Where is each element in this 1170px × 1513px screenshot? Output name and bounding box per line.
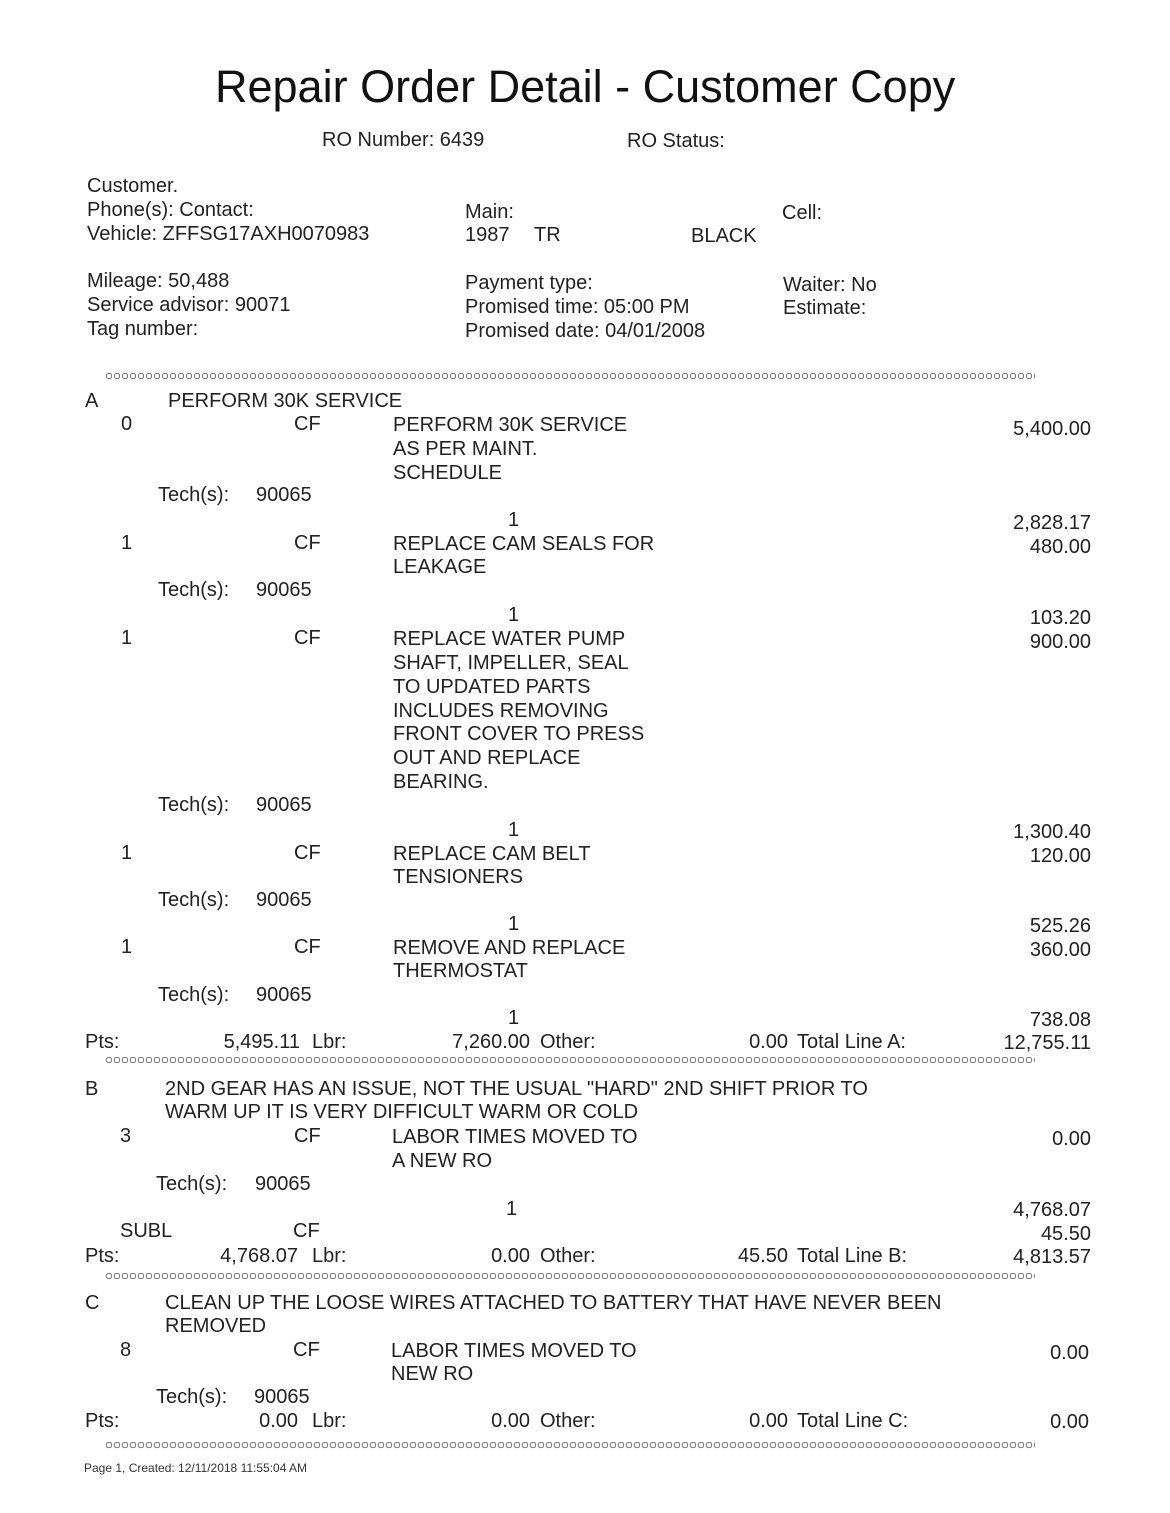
line-item-code: CF — [294, 842, 321, 864]
line-item-code: CF — [294, 627, 321, 649]
tech-number: 90065 — [255, 1173, 311, 1195]
line-b-letter: B — [85, 1078, 99, 1100]
line-item-labor: 360.00 — [1029, 939, 1091, 961]
lbr-label: Lbr: — [312, 1245, 347, 1267]
estimate-label: Estimate: — [783, 297, 867, 319]
line-item-desc: THERMOSTAT — [393, 960, 528, 982]
vehicle-model: TR — [534, 224, 561, 246]
other-total: 0.00 — [749, 1410, 788, 1432]
service-advisor: Service advisor: 90071 — [87, 294, 291, 316]
line-item-desc: TENSIONERS — [393, 866, 524, 888]
pts-label: Pts: — [85, 1410, 120, 1432]
parts-qty: 1 — [508, 509, 520, 531]
tech-number: 90065 — [256, 984, 312, 1006]
lbr-total: 0.00 — [491, 1410, 530, 1432]
tech-label: Tech(s): — [158, 484, 230, 506]
vehicle-year: 1987 — [465, 224, 510, 246]
separator-line — [105, 1272, 1035, 1280]
parts-amount: 525.26 — [1029, 915, 1091, 937]
separator-line — [105, 1056, 1035, 1064]
line-item-qty: 1 — [121, 936, 133, 958]
ro-status: RO Status: — [627, 130, 725, 152]
line-c-title: REMOVED — [165, 1315, 267, 1337]
pts-label: Pts: — [85, 1245, 120, 1267]
vehicle-color: BLACK — [691, 225, 757, 247]
mileage: Mileage: 50,488 — [87, 270, 230, 292]
tech-number: 90065 — [256, 484, 312, 506]
page-title: Repair Order Detail - Customer Copy — [215, 61, 956, 112]
ro-number: RO Number: 6439 — [322, 129, 485, 151]
sublet-label: SUBL — [120, 1220, 173, 1242]
line-item-labor: 120.00 — [1029, 845, 1091, 867]
line-item-desc: LEAKAGE — [393, 556, 487, 578]
line-item-code: CF — [294, 936, 321, 958]
tech-label: Tech(s): — [158, 889, 230, 911]
line-item-desc: OUT AND REPLACE — [393, 747, 581, 769]
total-line-label: Total Line A: — [797, 1031, 906, 1053]
sublet-code: CF — [293, 1220, 320, 1242]
vehicle-vin: Vehicle: ZFFSG17AXH0070983 — [87, 223, 370, 245]
customer-label: Customer. — [87, 175, 179, 197]
tech-label: Tech(s): — [158, 579, 230, 601]
tech-number: 90065 — [256, 579, 312, 601]
line-item-desc: NEW RO — [391, 1363, 474, 1385]
line-item-desc: PERFORM 30K SERVICE — [393, 414, 628, 436]
parts-amount: 1,300.40 — [1013, 821, 1091, 843]
pts-total: 4,768.07 — [220, 1245, 298, 1267]
total-line-amount: 12,755.11 — [1003, 1032, 1091, 1054]
total-line-label: Total Line B: — [797, 1245, 908, 1267]
line-item-labor: 900.00 — [1029, 631, 1091, 653]
line-item-qty: 3 — [120, 1125, 132, 1147]
line-b-title: 2ND GEAR HAS AN ISSUE, NOT THE USUAL "HARD" 2ND SHIFT PRIOR TO — [165, 1078, 868, 1100]
line-a-title: PERFORM 30K SERVICE — [168, 390, 403, 412]
parts-qty: 1 — [508, 819, 520, 841]
line-a-letter: A — [85, 390, 99, 412]
line-item-desc: REPLACE WATER PUMP — [393, 628, 626, 650]
line-item-labor: 480.00 — [1029, 536, 1091, 558]
waiter-status: Waiter: No — [783, 274, 877, 296]
total-line-label: Total Line C: — [797, 1410, 909, 1432]
other-label: Other: — [540, 1245, 596, 1267]
separator-line — [105, 372, 1035, 380]
promised-time: Promised time: 05:00 PM — [465, 296, 690, 318]
line-item-code: CF — [294, 1125, 321, 1147]
line-item-desc: BEARING. — [393, 771, 489, 793]
lbr-total: 0.00 — [491, 1245, 530, 1267]
tech-label: Tech(s): — [158, 984, 230, 1006]
line-item-desc: LABOR TIMES MOVED TO — [391, 1340, 637, 1362]
phones-contact-label: Phone(s): Contact: — [87, 199, 254, 221]
parts-amount: 2,828.17 — [1013, 512, 1091, 534]
line-item-desc: FRONT COVER TO PRESS — [393, 723, 645, 745]
parts-qty: 1 — [508, 604, 520, 626]
line-item-qty: 1 — [121, 627, 133, 649]
separator-line — [105, 1441, 1035, 1449]
other-total: 45.50 — [737, 1245, 788, 1267]
cell-phone-label: Cell: — [782, 202, 823, 224]
total-line-amount: 4,813.57 — [1013, 1246, 1091, 1268]
tech-number: 90065 — [254, 1386, 310, 1408]
line-item-labor: 0.00 — [1050, 1342, 1089, 1364]
line-c-title: CLEAN UP THE LOOSE WIRES ATTACHED TO BATTERY THAT HAVE NEVER BEEN — [165, 1292, 942, 1314]
other-total: 0.00 — [749, 1031, 788, 1053]
line-item-qty: 0 — [121, 413, 133, 435]
line-item-desc: A NEW RO — [392, 1150, 493, 1172]
line-item-qty: 1 — [121, 532, 133, 554]
pts-total: 5,495.11 — [223, 1031, 300, 1053]
line-item-desc: REPLACE CAM SEALS FOR — [393, 533, 655, 555]
tech-label: Tech(s): — [156, 1173, 228, 1195]
tech-label: Tech(s): — [156, 1386, 228, 1408]
line-item-desc: REMOVE AND REPLACE — [393, 937, 626, 959]
line-item-desc: LABOR TIMES MOVED TO — [392, 1126, 638, 1148]
parts-amount: 4,768.07 — [1013, 1199, 1091, 1221]
parts-qty: 1 — [508, 1007, 520, 1029]
line-item-labor: 5,400.00 — [1013, 418, 1091, 440]
line-item-labor: 0.00 — [1052, 1128, 1091, 1150]
lbr-label: Lbr: — [312, 1031, 347, 1053]
parts-amount: 103.20 — [1029, 607, 1091, 629]
parts-qty: 1 — [508, 913, 520, 935]
sublet-amount: 45.50 — [1040, 1223, 1091, 1245]
promised-date: Promised date: 04/01/2008 — [465, 320, 706, 342]
main-phone-label: Main: — [465, 201, 514, 223]
total-line-amount: 0.00 — [1050, 1411, 1089, 1433]
line-b-title: WARM UP IT IS VERY DIFFICULT WARM OR COLD — [165, 1101, 639, 1123]
line-c-letter: C — [85, 1292, 100, 1314]
other-label: Other: — [540, 1410, 596, 1432]
line-item-desc: REPLACE CAM BELT — [393, 843, 591, 865]
tech-number: 90065 — [256, 889, 312, 911]
line-item-desc: INCLUDES REMOVING — [393, 700, 609, 722]
line-item-desc: TO UPDATED PARTS — [393, 676, 591, 698]
tag-number: Tag number: — [87, 318, 199, 340]
line-item-desc: SHAFT, IMPELLER, SEAL — [393, 652, 629, 674]
tech-number: 90065 — [256, 794, 312, 816]
line-item-qty: 1 — [121, 842, 133, 864]
pts-total: 0.00 — [259, 1410, 298, 1432]
lbr-label: Lbr: — [312, 1410, 347, 1432]
other-label: Other: — [540, 1031, 596, 1053]
tech-label: Tech(s): — [158, 794, 230, 816]
line-item-code: CF — [293, 1339, 320, 1361]
payment-type: Payment type: — [465, 272, 593, 294]
line-item-code: CF — [294, 413, 321, 435]
line-item-code: CF — [294, 532, 321, 554]
pts-label: Pts: — [85, 1031, 120, 1053]
parts-amount: 738.08 — [1029, 1009, 1091, 1031]
line-item-desc: SCHEDULE — [393, 462, 502, 484]
page-footer: Page 1, Created: 12/11/2018 11:55:04 AM — [84, 1461, 308, 1475]
lbr-total: 7,260.00 — [452, 1031, 530, 1053]
line-item-desc: AS PER MAINT. — [393, 438, 538, 460]
line-item-qty: 8 — [120, 1339, 132, 1361]
parts-qty: 1 — [506, 1198, 518, 1220]
